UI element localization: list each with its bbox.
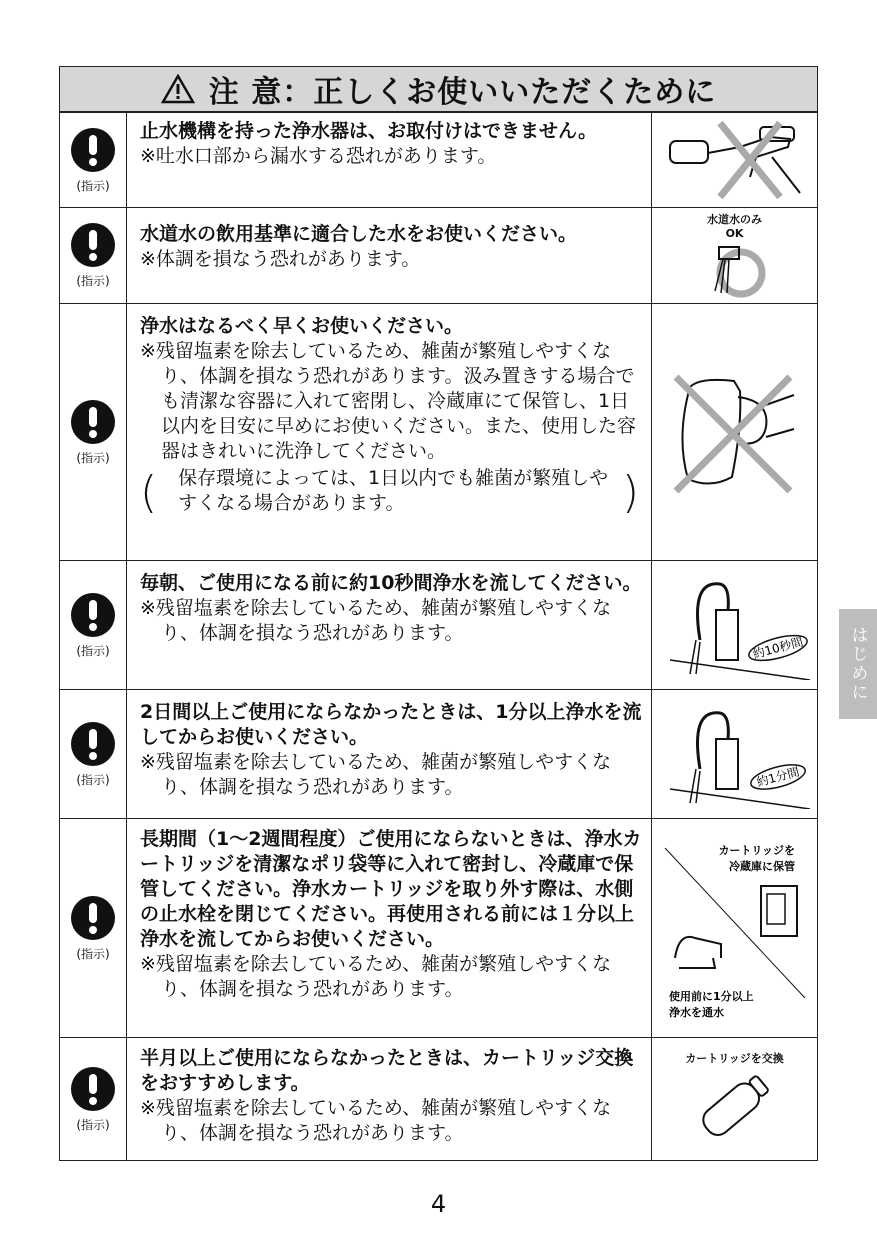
cartridge-icon [685,1066,785,1146]
parenthetical-note: ( 保存環境によっては、1日以内でも雑菌が繁殖しやすくなる場合があります。 ) [140,467,639,518]
exclamation-icon [70,127,116,173]
pitcher-cross-icon [670,367,800,497]
caution-heading: 水道水の飲用基準に適合した水をお使いください。 [140,223,578,245]
caution-note: ※残留塩素を除去しているため、雑菌が繁殖しやすくなり、体調を損なう恐れがあります。 [140,1097,612,1144]
cartridge-illustration [652,1038,817,1160]
caution-title: 注 意：正しくお使いいただくために [208,75,717,110]
img-label: 約10秒間 [750,634,805,662]
img-label: 水道水のみ [707,212,762,226]
instruction-mark [60,304,127,560]
caution-note: ※体調を損なう恐れがあります。 [140,248,421,270]
warning-triangle-icon [161,74,195,104]
storage-illustration [652,819,817,1037]
page-number: 4 [430,1190,447,1218]
caution-row [60,303,817,560]
instruction-label: (指示) [76,772,110,787]
tap-water-illustration [652,208,817,303]
storage-icon [655,828,815,1028]
instruction-mark [60,690,127,818]
caution-heading: 浄水はなるべく早くお使いください。 [140,315,464,337]
img-label: 使用前に1分以上 [668,990,754,1003]
pitcher-illustration [652,304,817,560]
caution-text [127,690,652,818]
flush-1min-illustration [652,690,817,818]
caution-table [59,66,818,1161]
caution-text [127,561,652,689]
caution-title-bar [60,67,817,112]
caution-text [127,1038,652,1160]
caution-text [127,819,652,1037]
img-label: カートリッジを交換 [685,1052,784,1065]
paren-text: 保存環境によっては、1日以内でも雑菌が繁殖しやすくなる場合があります。 [178,467,609,514]
instruction-mark [60,1038,127,1160]
img-label: 冷蔵庫に保管 [728,860,795,873]
img-label: 浄水を通水 [668,1006,724,1019]
caution-note: ※残留塩素を除去しているため、雑菌が繁殖しやすくなり、体調を損なう恐れがあります。 [140,597,612,644]
instruction-label: (指示) [76,946,110,961]
faucet-cross-icon [660,117,810,203]
caution-text [127,113,652,207]
instruction-label: (指示) [76,643,110,658]
caution-heading: 長期間（1～2週間程度）ご使用にならないときは、浄水カートリッジを清潔なポリ袋等に入れて密封し、冷蔵庫で保管してください。浄水カートリッジを取り外す際は、水側の止水栓を閉じてください。再使用される前には１分以上浄水を流してからお使いください。 [140,828,642,950]
caution-row [60,560,817,689]
exclamation-icon [70,592,116,638]
exclamation-icon [70,1066,116,1112]
caution-heading: 半月以上ご使用にならなかったときは、カートリッジ交換をおすすめします。 [140,1047,634,1094]
caution-row [60,818,817,1037]
caution-row [60,1037,817,1160]
caution-note: ※残留塩素を除去しているため、雑菌が繁殖しやすくなり、体調を損なう恐れがあります。 [140,751,612,798]
caution-row [60,207,817,303]
exclamation-icon [70,721,116,767]
caution-row [60,689,817,818]
caution-row [60,112,817,207]
exclamation-icon [70,222,116,268]
faucet-flow-icon [660,570,810,680]
tap-ok-icon [695,241,775,299]
instruction-label: (指示) [76,274,110,288]
instruction-label: (指示) [76,178,110,193]
caution-heading: 毎朝、ご使用になる前に約10秒間浄水を流してください。 [140,572,642,594]
instruction-label: (指示) [76,450,110,465]
caution-note: ※吐水口部から漏水する恐れがあります。 [140,145,497,167]
exclamation-icon [70,399,116,445]
instruction-mark [60,561,127,689]
instruction-mark [60,113,127,207]
caution-heading: 止水機構を持った浄水器は、お取付けはできません。 [140,120,598,142]
section-tab[interactable]: はじめに [839,609,877,719]
exclamation-icon [70,895,116,941]
instruction-label: (指示) [76,1117,110,1132]
caution-heading: 2日間以上ご使用にならなかったときは、1分以上浄水を流してからお使いください。 [140,701,642,748]
caution-text [127,208,652,303]
instruction-mark [60,208,127,303]
caution-note: ※残留塩素を除去しているため、雑菌が繁殖しやすくなり、体調を損なう恐れがあります。 [140,953,612,1000]
img-label: 約1分間 [754,764,801,790]
flush-10s-illustration [652,561,817,689]
caution-note: ※残留塩素を除去しているため、雑菌が繁殖しやすくなり、体調を損なう恐れがあります。汲み置きする場合でも清潔な容器に入れて密閉し、冷蔵庫にて保管し、1日以内を目安に早めにお使いください。また、使用した容器はきれいに洗浄してください。 [140,340,637,462]
instruction-mark [60,819,127,1037]
img-label: OK [725,226,744,240]
caution-text [127,304,652,560]
faucet-flow-icon [660,699,810,809]
img-label: カートリッジを [717,844,795,857]
faucet-illustration [652,113,817,207]
